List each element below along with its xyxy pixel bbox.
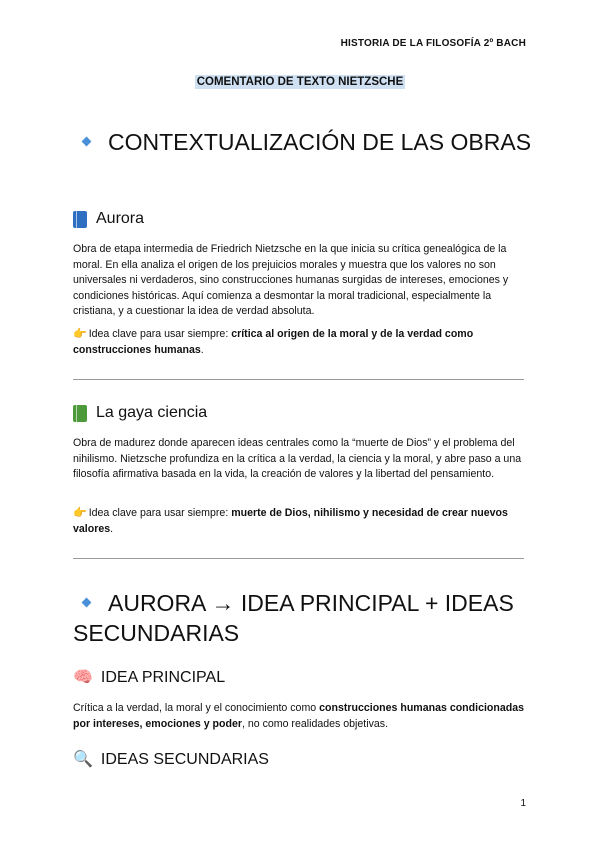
subheading-ideas-secundarias	[73, 749, 269, 771]
brain-icon: 🧠	[73, 669, 93, 686]
divider	[73, 379, 524, 380]
doc-title-wrap	[0, 72, 600, 90]
idea-principal-suffix: , no como realidades objetivas.	[241, 717, 389, 730]
blue-book-icon	[73, 211, 87, 228]
divider	[73, 558, 524, 559]
key-idea-suffix: .	[110, 522, 114, 535]
subheading-text: Aurora	[96, 210, 145, 227]
subheading-text: La gaya ciencia	[96, 404, 208, 421]
pointing-hand-icon: 👉	[73, 328, 87, 340]
key-idea-label: Idea clave para usar siempre:	[88, 507, 232, 519]
key-idea-bold: muerte de Dios, nihilismo y necesidad de crear nuevos valores	[73, 507, 508, 535]
paragraph-aurora: Obra de etapa intermedia de Friedrich Nietzsche en la que inicia su crítica genealógica de la moral. En ella analiza el origen de los prejuicios morales y muestra que los valores no son universales ni verdaderos, sino construcciones humanas surgidas de intereses, emociones y condiciones históricas. Aquí comienza a desmontar la moral tradicional, especialmente la cristiana, y a cuestionar la idea de verdad absoluta.	[73, 243, 509, 317]
diamond-icon	[82, 137, 92, 147]
diamond-icon	[82, 598, 92, 608]
paragraph-gaya-ciencia: Obra de madurez donde aparecen ideas centrales como la “muerte de Dios” y el problema del nihilismo. Nietzsche profundiza en la crítica a la verdad, la ciencia y la moral, y abre paso a una filosofía afirmativa basada en la vida, la creación de valores y la libertad del pensamiento.	[73, 437, 522, 480]
key-idea-bold: crítica al origen de la moral y de la verdad como construcciones humanas	[73, 328, 474, 356]
idea-principal-bold: construcciones humanas condicionadas por intereses, emociones y poder	[73, 702, 524, 730]
green-book-icon	[73, 405, 87, 422]
section-heading-contextualizacion	[73, 127, 533, 157]
running-header: HISTORIA DE LA FILOSOFÍA 2º BACH	[340, 38, 526, 49]
key-idea-aurora	[73, 327, 528, 358]
section-heading-text: CONTEXTUALIZACIÓN DE LAS OBRAS	[108, 129, 532, 155]
document-title: COMENTARIO DE TEXTO NIETZSCHE	[196, 76, 404, 88]
section-heading-text: AURORA → IDEA PRINCIPAL + IDEAS SECUNDARIAS	[73, 590, 514, 646]
key-idea-suffix: .	[200, 343, 204, 356]
subheading-text: IDEAS SECUNDARIAS	[100, 751, 269, 768]
pointing-hand-icon: 👉	[73, 507, 87, 519]
subheading-idea-principal	[73, 667, 225, 689]
subheading-text: IDEA PRINCIPAL	[100, 669, 226, 686]
subheading-aurora	[73, 208, 144, 230]
key-idea-label: Idea clave para usar siempre:	[88, 328, 232, 340]
page-number: 1	[520, 798, 526, 809]
magnifier-icon: 🔍	[73, 751, 93, 768]
section-heading-aurora-ideas	[73, 588, 533, 648]
subheading-gaya-ciencia	[73, 402, 207, 424]
key-idea-gaya-ciencia	[73, 506, 528, 537]
paragraph-idea-principal	[73, 701, 528, 732]
idea-principal-text: Crítica a la verdad, la moral y el conocimiento como	[73, 702, 320, 714]
